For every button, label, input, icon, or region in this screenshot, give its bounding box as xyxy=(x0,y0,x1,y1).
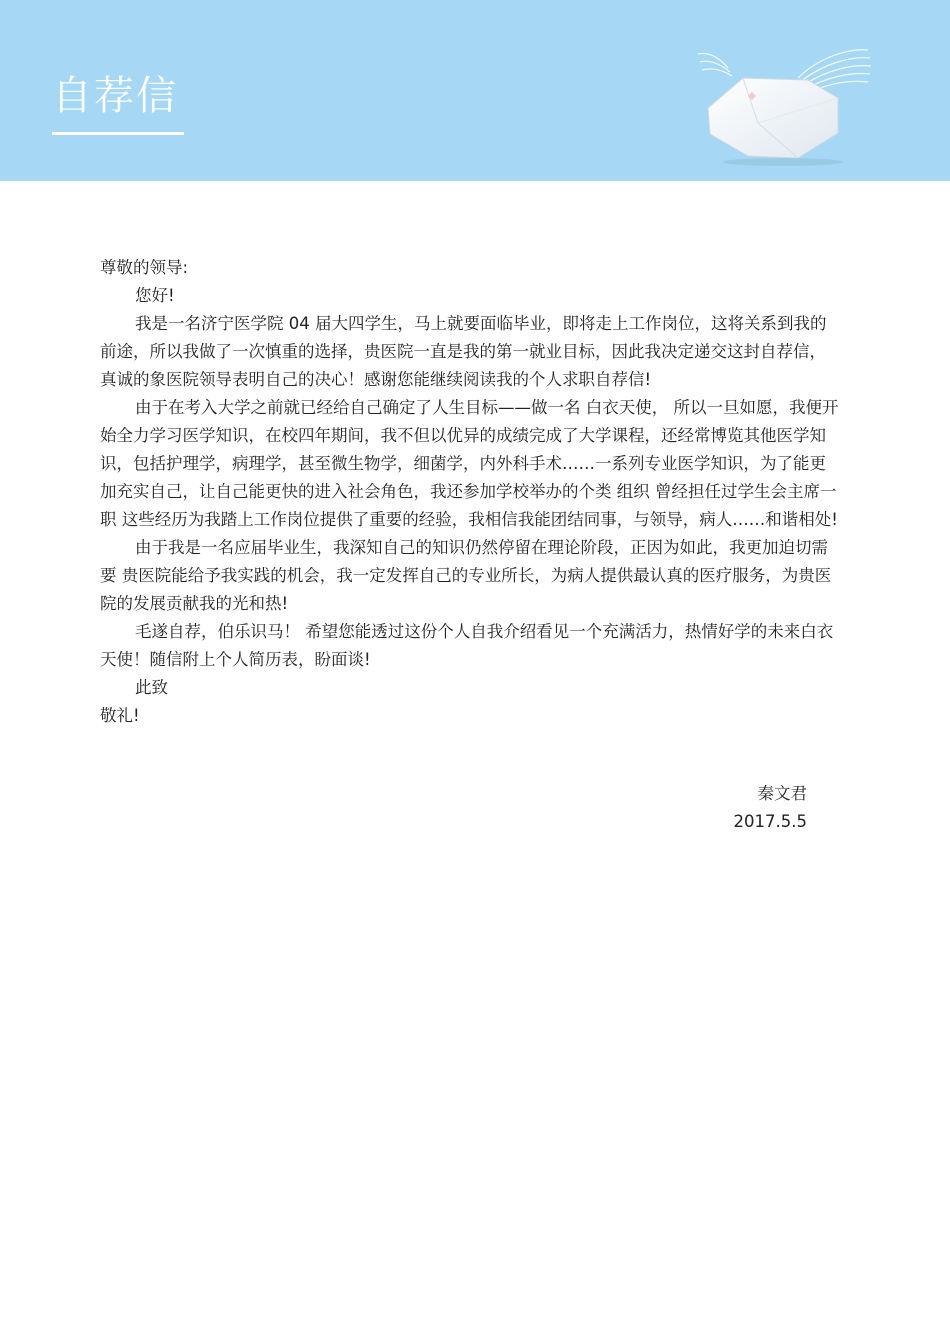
signature-name: 秦文君 xyxy=(757,784,807,803)
regards: 敬礼! xyxy=(100,706,140,725)
title-underline xyxy=(52,132,184,135)
paragraph-study: 由于在考入大学之前就已经给自己确定了人生目标——做一名 白衣天使， 所以一旦如愿，我便开始全力学习医学知识，在校四年期间，我不但以优异的成绩完成了大学课程，还经常博览其他医学知识，包括护理学，病理学，甚至微生物学，细菌学，内外科手术……一系列专业医学知识，为了能更加充实自己，让自己能更快的进入社会角色，我还参加学校举办的个类 组织 曾经担任过学生会主席一职 这些经历为我踏上工作岗位提供了重要的经验，我相信我能团结同事，与领导，病人……和谐相处! xyxy=(100,398,839,529)
letter-body xyxy=(100,254,840,730)
signature-date: 2017.5.5 xyxy=(733,812,807,831)
greeting: 您好! xyxy=(135,286,175,305)
signature-block xyxy=(734,780,807,836)
closing-phrase: 此致 xyxy=(135,678,168,697)
header-banner xyxy=(0,0,950,181)
salutation: 尊敬的领导: xyxy=(100,258,189,277)
paragraph-closing: 毛遂自荐，伯乐识马！ 希望您能透过这份个人自我介绍看见一个充满活力，热情好学的未来白衣天使！随信附上个人简历表，盼面谈! xyxy=(100,622,834,669)
page-title: 自荐信 xyxy=(52,73,178,119)
nurse-cap-icon xyxy=(688,38,878,168)
paragraph-practice: 由于我是一名应届毕业生，我深知自己的知识仍然停留在理论阶段，正因为如此，我更加迫切需要 贵医院能给予我实践的机会，我一定发挥自己的专业所长，为病人提供最认真的医疗服务，为贵医院的发展贡献我的光和热! xyxy=(100,538,832,613)
paragraph-intro: 我是一名济宁医学院 04 届大四学生，马上就要面临毕业，即将走上工作岗位，这将关系到我的前途，所以我做了一次慎重的选择，贵医院一直是我的第一就业目标，因此我决定递交这封自荐信，真诚的象医院领导表明自己的决心！感谢您能继续阅读我的个人求职自荐信! xyxy=(100,314,827,389)
